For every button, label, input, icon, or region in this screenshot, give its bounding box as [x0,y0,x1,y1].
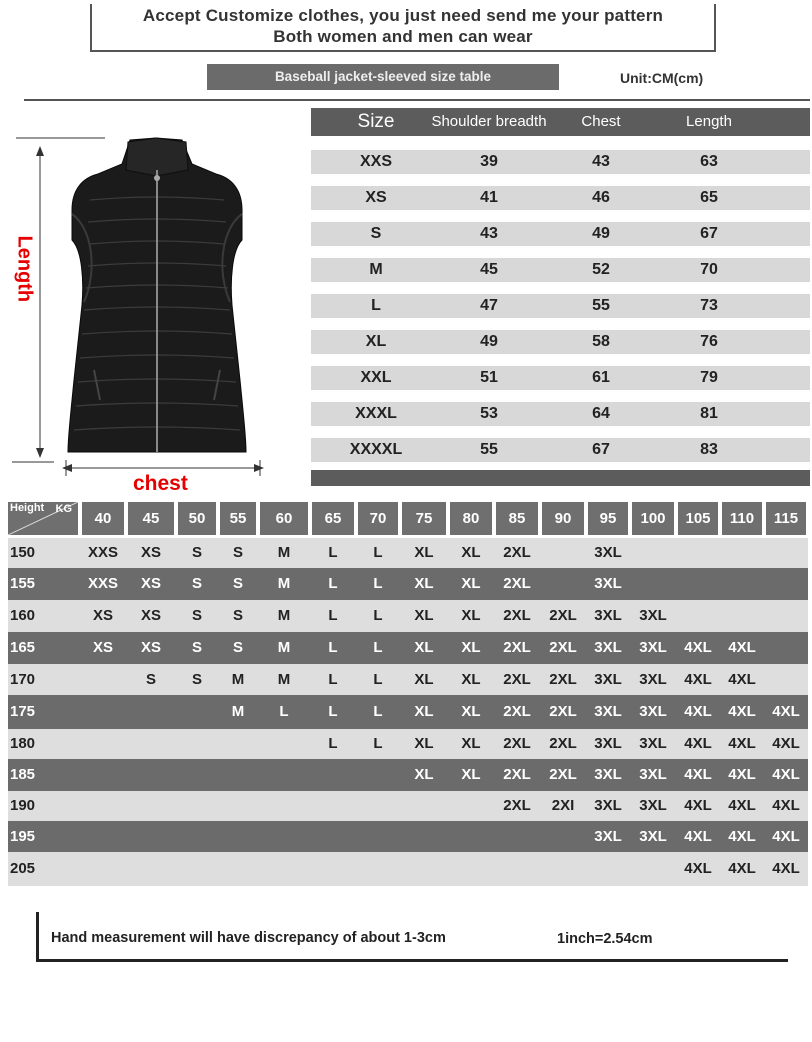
size-cell: XXXL [355,405,397,422]
size-fit-cell: 4XL [684,671,712,688]
size-fit-cell: 3XL [639,828,667,845]
size-row [311,294,810,318]
size-fit-cell: 3XL [639,703,667,720]
vest-illustration [10,130,300,500]
size-fit-cell: 3XL [639,671,667,688]
chest-cell: 55 [592,297,610,314]
weight-header: 45 [128,502,174,535]
divider [24,99,810,101]
size-row [311,402,810,426]
length-cell: 67 [700,225,718,242]
size-fit-cell: XL [461,703,481,720]
size-fit-cell: L [373,544,383,561]
weight-header: 90 [542,502,584,535]
height-cell: 190 [10,797,36,814]
size-fit-cell: M [277,544,291,561]
size-fit-cell: 2XL [503,766,531,783]
size-fit-cell: 3XL [639,766,667,783]
size-fit-cell: L [373,671,383,688]
size-fit-cell: 3XL [594,828,622,845]
header-shoulder: Shoulder breadth [431,113,547,130]
size-fit-cell: 4XL [728,639,756,656]
shoulder-cell: 43 [480,225,498,242]
size-fit-cell: M [231,703,245,720]
size-fit-cell: L [328,671,338,688]
height-cell: 160 [10,607,36,624]
length-cell: 81 [700,405,718,422]
size-fit-cell: 4XL [772,797,800,814]
size-fit-cell: L [373,575,383,592]
size-fit-cell: XL [461,607,481,624]
size-fit-cell: 3XL [594,766,622,783]
fit-chart-header [8,502,808,535]
shoulder-cell: 39 [480,153,498,170]
weight-header: 75 [402,502,446,535]
size-fit-cell: S [191,575,202,592]
size-fit-cell: 2XL [503,671,531,688]
size-fit-cell: XL [414,544,434,561]
size-fit-cell: L [279,703,289,720]
length-cell: 76 [700,333,718,350]
vest-image [10,130,300,500]
size-fit-cell: 2XL [549,607,577,624]
fit-row [8,568,808,600]
size-fit-cell: L [373,639,383,656]
weight-header: 105 [678,502,718,535]
banner-line-2: Both women and men can wear [273,27,533,46]
size-fit-cell: XXS [87,575,118,592]
footer-note [36,912,788,962]
size-fit-cell: XL [461,575,481,592]
unit-label: Unit:CM(cm) [620,70,704,86]
header-size: Size [357,111,395,132]
size-fit-cell: 2XL [503,797,531,814]
corner-kg: KG [55,503,72,515]
size-fit-cell: XS [140,639,161,656]
size-fit-cell: XL [461,766,481,783]
fit-row [8,695,808,729]
size-fit-cell: 3XL [594,575,622,592]
size-fit-cell: XS [140,575,161,592]
size-fit-cell: M [277,671,291,688]
fit-row [8,729,808,759]
size-fit-cell: XL [414,735,434,752]
shoulder-cell: 49 [480,333,498,350]
header-chest: Chest [581,113,621,130]
chest-cell: 64 [592,405,610,422]
weight-header: 65 [312,502,354,535]
size-row [311,222,810,246]
size-fit-cell: L [328,703,338,720]
size-fit-cell: XS [140,607,161,624]
size-fit-cell: XL [414,703,434,720]
weight-header: 85 [496,502,538,535]
size-fit-cell: 2XI [551,797,575,814]
length-cell: 65 [700,189,718,206]
size-fit-cell: XXS [87,544,118,561]
corner-height: Height [10,502,45,514]
size-fit-cell: S [232,607,243,624]
size-fit-cell: L [373,607,383,624]
fit-row [8,791,808,821]
size-fit-cell: L [328,607,338,624]
shoulder-cell: 55 [480,441,498,458]
size-fit-cell: 4XL [772,703,800,720]
size-fit-cell: S [145,671,156,688]
weight-header: 50 [178,502,216,535]
length-cell: 63 [700,153,718,170]
size-row [311,366,810,390]
size-fit-cell: XL [461,544,481,561]
size-fit-cell: XL [414,575,434,592]
size-fit-cell: XS [140,544,161,561]
height-cell: 205 [10,860,36,877]
size-fit-cell: 4XL [684,735,712,752]
size-fit-cell: S [191,607,202,624]
weight-header: 100 [632,502,674,535]
weight-header: 110 [722,502,762,535]
chest-cell: 67 [592,441,610,458]
size-fit-cell: 3XL [639,797,667,814]
size-fit-cell: 4XL [728,671,756,688]
size-fit-cell: L [328,544,338,561]
size-fit-cell: S [191,671,202,688]
shoulder-cell: 45 [480,261,498,278]
size-fit-cell: 2XL [549,671,577,688]
shoulder-cell: 53 [480,405,498,422]
size-cell: XS [365,189,387,206]
size-row [311,330,810,354]
size-fit-cell: XS [92,607,113,624]
size-table-header [311,108,810,136]
size-fit-cell: 4XL [728,797,756,814]
size-cell: L [371,297,381,314]
size-fit-cell: XL [414,671,434,688]
size-fit-cell: XL [414,766,434,783]
size-fit-cell: L [373,735,383,752]
size-cell: S [370,225,382,242]
size-fit-cell: 4XL [728,766,756,783]
size-fit-cell: 4XL [728,860,756,877]
size-fit-cell: M [277,575,291,592]
height-cell: 150 [10,544,36,561]
size-fit-cell: 2XL [549,639,577,656]
size-fit-cell: M [277,607,291,624]
size-fit-cell: 3XL [594,735,622,752]
size-fit-cell: 2XL [549,735,577,752]
size-row [311,258,810,282]
size-fit-cell: L [373,703,383,720]
fit-row [8,600,808,632]
size-fit-cell: 4XL [684,797,712,814]
shoulder-cell: 47 [480,297,498,314]
size-row [311,150,810,174]
header-length: Length [686,113,732,130]
chest-cell: 61 [592,369,610,386]
size-fit-cell: 3XL [639,639,667,656]
size-fit-cell: XL [461,735,481,752]
size-fit-cell: XL [461,671,481,688]
weight-header: 55 [220,502,256,535]
fit-row [8,759,808,791]
size-fit-cell: 2XL [503,544,531,561]
shoulder-cell: 41 [480,189,498,206]
height-cell: 165 [10,639,36,656]
height-cell: 170 [10,671,36,688]
size-fit-cell: 3XL [594,639,622,656]
size-fit-cell: 2XL [503,639,531,656]
size-fit-cell: 4XL [728,735,756,752]
size-table-footer-bar [311,470,810,486]
size-fit-cell: XL [414,607,434,624]
length-cell: 73 [700,297,718,314]
header-banner [90,4,716,52]
size-cell: XXL [360,369,392,386]
inch-conversion: 1inch=2.54cm [557,931,653,947]
size-fit-cell: 4XL [772,735,800,752]
size-fit-cell: 3XL [594,703,622,720]
size-fit-cell: XL [461,639,481,656]
size-fit-cell: 3XL [594,544,622,561]
size-fit-cell: S [191,544,202,561]
size-fit-cell: 4XL [684,828,712,845]
length-cell: 70 [700,261,718,278]
weight-header: 40 [82,502,124,535]
size-cell: XXXXL [349,441,403,458]
fit-row [8,664,808,695]
size-fit-cell: XS [92,639,113,656]
table-tag: Baseball jacket-sleeved size table [207,64,559,90]
chest-label: chest [133,472,188,495]
size-fit-cell: 3XL [594,671,622,688]
size-fit-cell: M [231,671,245,688]
discrepancy-note: Hand measurement will have discrepancy of about 1-3cm [51,930,446,946]
size-fit-cell: 3XL [639,607,667,624]
size-fit-cell: 4XL [728,828,756,845]
size-fit-cell: 4XL [684,766,712,783]
size-fit-cell: 2XL [549,703,577,720]
size-fit-cell: 2XL [503,703,531,720]
size-fit-cell: 4XL [772,828,800,845]
weight-header: 95 [588,502,628,535]
size-fit-cell: S [232,639,243,656]
size-fit-cell: 4XL [772,860,800,877]
size-fit-cell: M [277,639,291,656]
shoulder-cell: 51 [480,369,498,386]
fit-row [8,852,808,886]
length-cell: 83 [700,441,718,458]
size-fit-cell: 2XL [503,575,531,592]
length-label: Length [13,235,36,303]
corner-cell [8,502,78,535]
size-fit-cell: L [328,639,338,656]
size-fit-cell: 4XL [684,703,712,720]
size-fit-cell: XL [414,639,434,656]
height-cell: 155 [10,575,36,592]
fit-row [8,632,808,664]
size-row [311,186,810,210]
chest-cell: 43 [592,153,610,170]
height-cell: 195 [10,828,36,845]
size-fit-cell: 4XL [728,703,756,720]
size-fit-cell: 2XL [549,766,577,783]
fit-row [8,538,808,568]
weight-header: 115 [766,502,806,535]
height-cell: 175 [10,703,36,720]
chest-cell: 46 [592,189,610,206]
height-cell: 185 [10,766,36,783]
height-cell: 180 [10,735,36,752]
size-cell: XXS [359,153,392,170]
size-fit-cell: L [328,575,338,592]
size-cell: XL [365,333,387,350]
banner-line-1: Accept Customize clothes, you just need send me your pattern [142,6,664,25]
chest-cell: 49 [592,225,610,242]
size-fit-cell: 4XL [684,639,712,656]
fit-row [8,821,808,852]
size-fit-cell: 4XL [684,860,712,877]
size-cell: M [369,261,383,278]
size-row [311,438,810,462]
chest-cell: 52 [592,261,610,278]
size-fit-cell: 3XL [594,797,622,814]
size-fit-cell: L [328,735,338,752]
chest-cell: 58 [592,333,610,350]
size-fit-cell: 3XL [594,607,622,624]
length-cell: 79 [700,369,718,386]
weight-header: 60 [260,502,308,535]
size-fit-cell: S [232,544,243,561]
weight-header: 70 [358,502,398,535]
size-fit-cell: 3XL [639,735,667,752]
size-fit-cell: 4XL [772,766,800,783]
weight-header: 80 [450,502,492,535]
size-fit-cell: 2XL [503,735,531,752]
size-fit-cell: 2XL [503,607,531,624]
size-fit-cell: S [191,639,202,656]
size-fit-cell: S [232,575,243,592]
